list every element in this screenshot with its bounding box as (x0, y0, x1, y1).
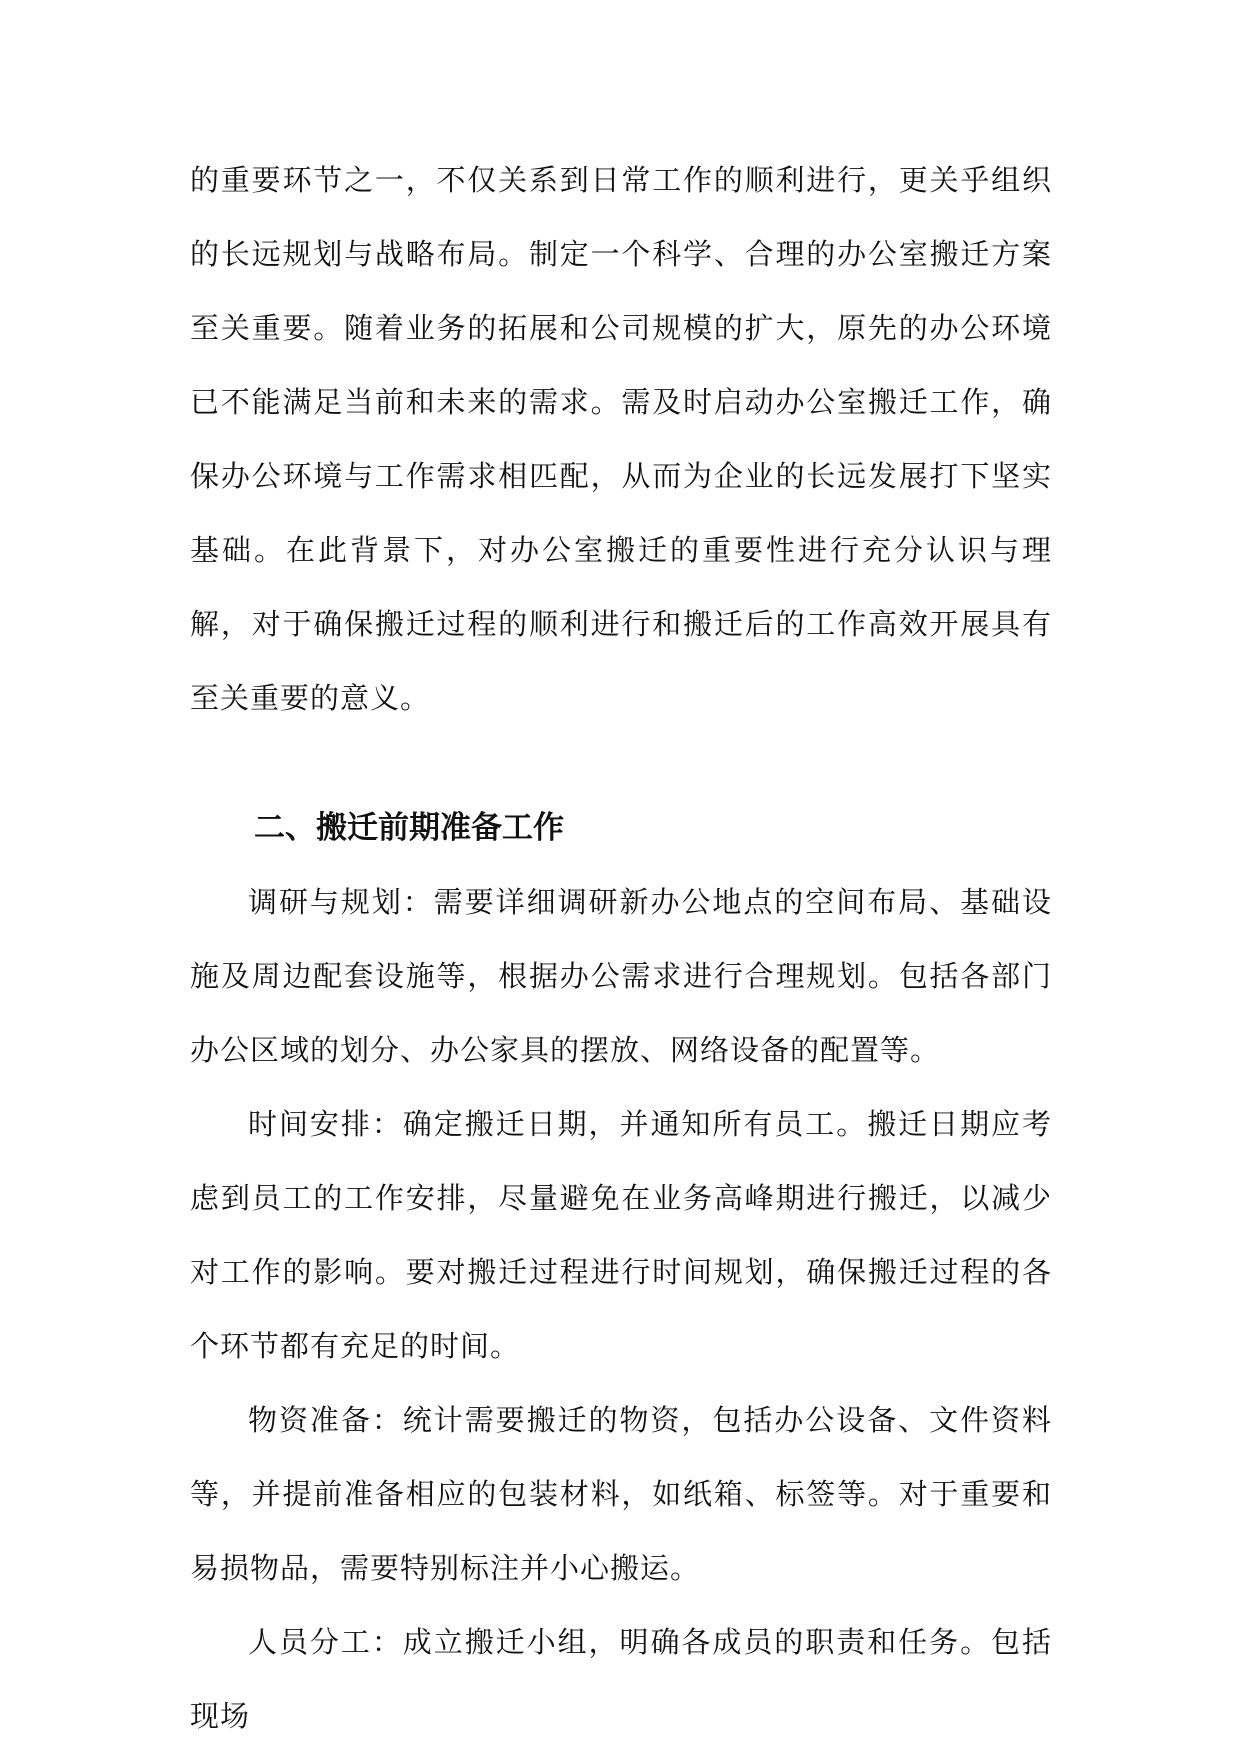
paragraph-research-planning: 调研与规划：需要详细调研新办公地点的空间布局、基础设施及周边配套设施等，根据办公需求进行合理规划。包括各部门办公区域的划分、办公家具的摆放、网络设备的配置等。 (190, 885, 1052, 1067)
paragraph-materials: 物资准备：统计需要搬迁的物资，包括办公设备、文件资料等，并提前准备相应的包装材料，如纸箱、标签等。对于重要和易损物品，需要特别标注并小心搬运。 (190, 1403, 1052, 1585)
section-spacer (190, 735, 1052, 791)
intro-paragraph: 的重要环节之一，不仅关系到日常工作的顺利进行，更关乎组织的长远规划与战略布局。制定一个科学、合理的办公室搬迁方案至关重要。随着业务的拓展和公司规模的扩大，原先的办公环境已不能满足当前和未来的需求。需及时启动办公室搬迁工作，确保办公环境与工作需求相匹配，从而为企业的长远发展打下坚实基础。在此背景下，对办公室搬迁的重要性进行充分认识与理解，对于确保搬迁过程的顺利进行和搬迁后的工作高效开展具有至关重要的意义。 (190, 163, 1052, 715)
section-heading: 二、搬迁前期准备工作 (254, 810, 564, 846)
document-body (190, 143, 1052, 1753)
paragraph-staffing: 人员分工：成立搬迁小组，明确各成员的职责和任务。包括现场 (190, 1625, 1052, 1733)
paragraph-schedule: 时间安排：确定搬迁日期，并通知所有员工。搬迁日期应考虑到员工的工作安排，尽量避免在业务高峰期进行搬迁，以减少对工作的影响。要对搬迁过程进行时间规划，确保搬迁过程的各个环节都有充足的时间。 (190, 1107, 1052, 1363)
